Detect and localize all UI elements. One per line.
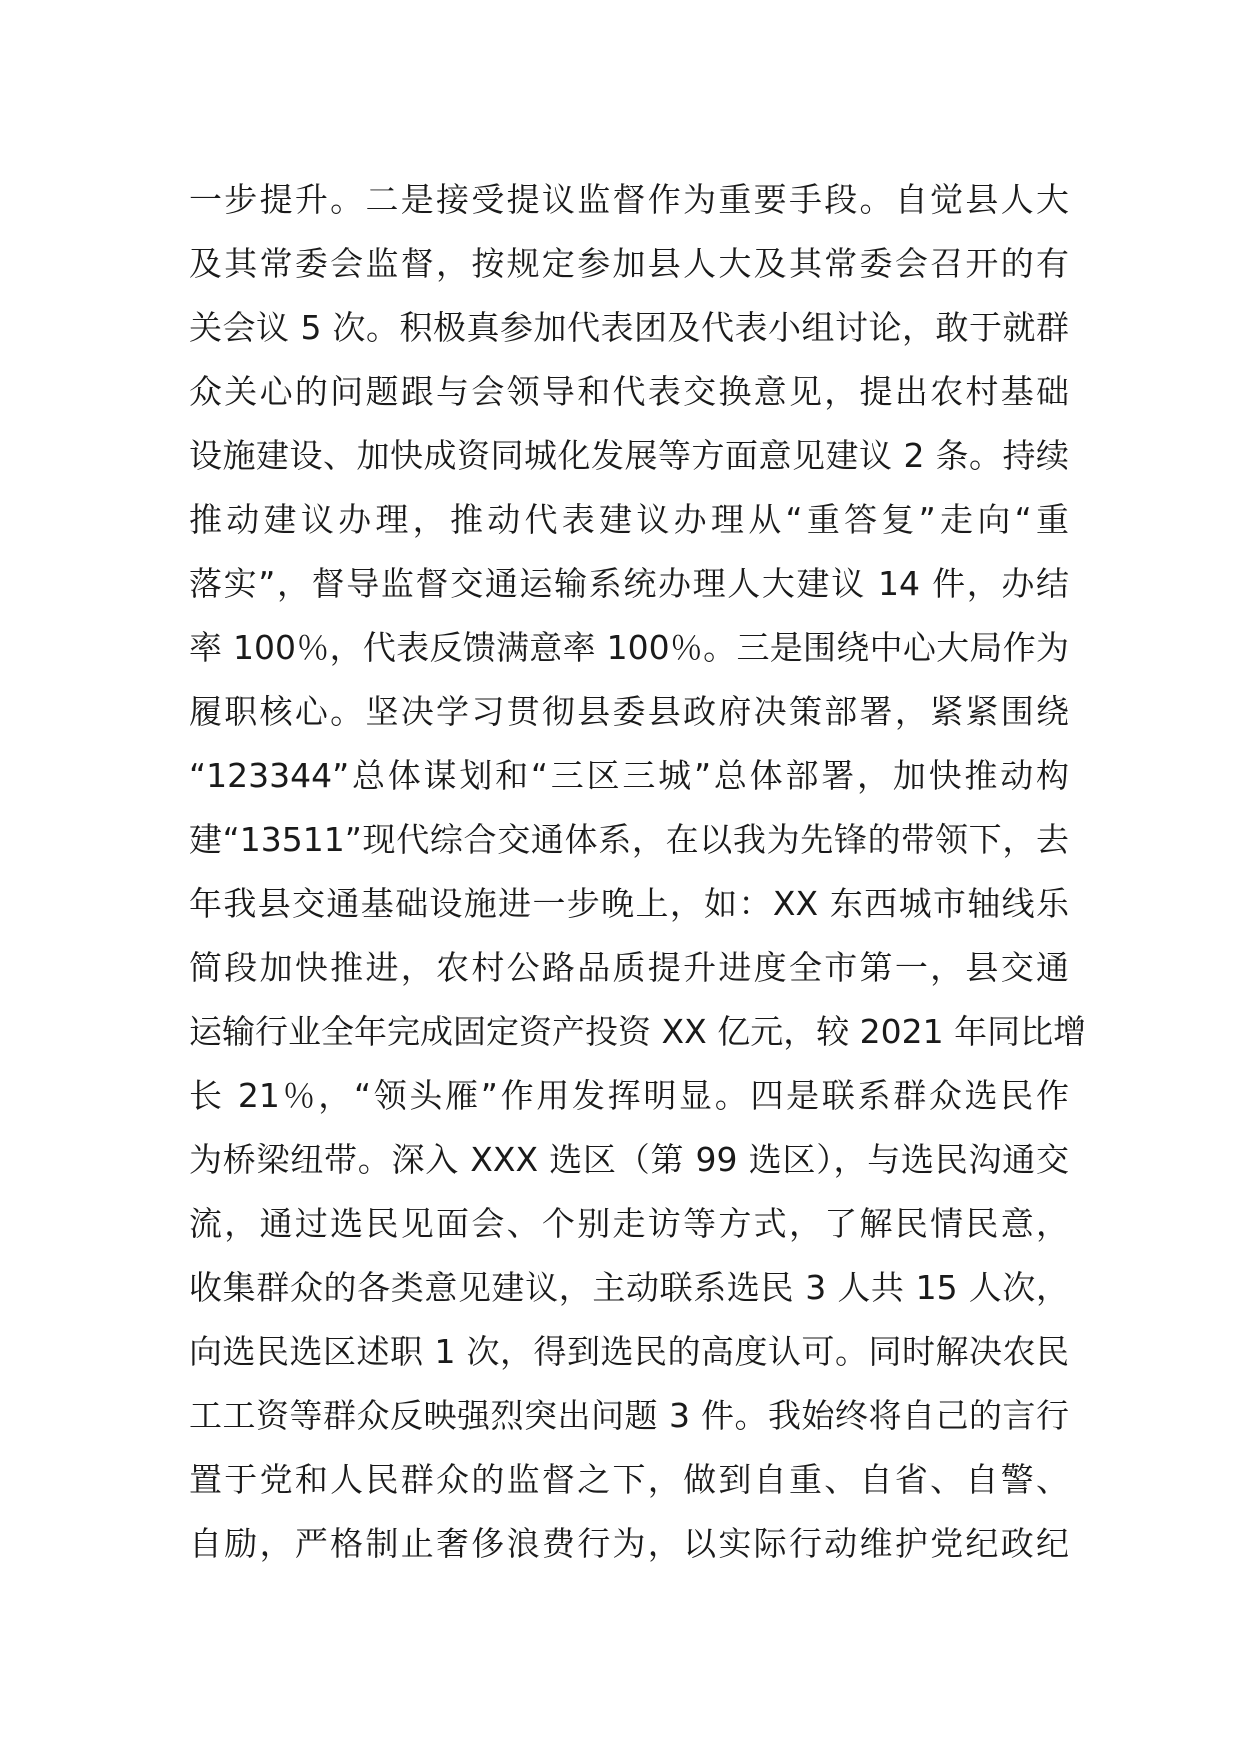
text-line: 流，通过选民见面会、个别走访等方式，了解民情民意， <box>189 1204 1069 1243</box>
text-line: 向选民选区述职 1 次，得到选民的高度认可。同时解决农民 <box>189 1332 1069 1371</box>
text-line: 简段加快推进，农村公路品质提升进度全市第一，县交通 <box>189 948 1069 987</box>
text-line: 为桥梁纽带。深入 XXX 选区（第 99 选区），与选民沟通交 <box>189 1140 1069 1179</box>
text-line: 工工资等群众反映强烈突出问题 3 件。我始终将自己的言行 <box>189 1396 1069 1435</box>
text-line: 建“13511”现代综合交通体系，在以我为先锋的带领下，去 <box>189 820 1069 859</box>
body-paragraph <box>189 168 1087 1576</box>
text-line: 关会议 5 次。积极真参加代表团及代表小组讨论，敢于就群 <box>189 308 1069 347</box>
text-line: 置于党和人民群众的监督之下，做到自重、自省、自警、 <box>189 1460 1069 1499</box>
text-line: 自励，严格制止奢侈浪费行为，以实际行动维护党纪政纪 <box>189 1524 1069 1563</box>
text-line: 长 21％，“领头雁”作用发挥明显。四是联系群众选民作 <box>189 1076 1069 1115</box>
text-line: “123344”总体谋划和“三区三城”总体部署，加快推动构 <box>189 756 1069 795</box>
text-line: 推动建议办理，推动代表建议办理从“重答复”走向“重 <box>189 500 1069 539</box>
text-line: 年我县交通基础设施进一步晚上，如：XX 东西城市轴线乐 <box>189 884 1069 923</box>
text-line: 收集群众的各类意见建议，主动联系选民 3 人共 15 人次， <box>189 1268 1069 1307</box>
text-line: 落实”，督导监督交通运输系统办理人大建议 14 件，办结 <box>189 564 1069 603</box>
text-line: 运输行业全年完成固定资产投资 XX 亿元，较 2021 年同比增 <box>189 1012 1087 1051</box>
text-line: 一步提升。二是接受提议监督作为重要手段。自觉县人大 <box>189 180 1069 219</box>
text-line: 履职核心。坚决学习贯彻县委县政府决策部署，紧紧围绕 <box>189 692 1069 731</box>
text-line: 众关心的问题跟与会领导和代表交换意见，提出农村基础 <box>189 372 1069 411</box>
text-line: 及其常委会监督，按规定参加县人大及其常委会召开的有 <box>189 244 1069 283</box>
text-line: 率 100％，代表反馈满意率 100％。三是围绕中心大局作为 <box>189 628 1069 667</box>
text-line: 设施建设、加快成资同城化发展等方面意见建议 2 条。持续 <box>189 436 1069 475</box>
